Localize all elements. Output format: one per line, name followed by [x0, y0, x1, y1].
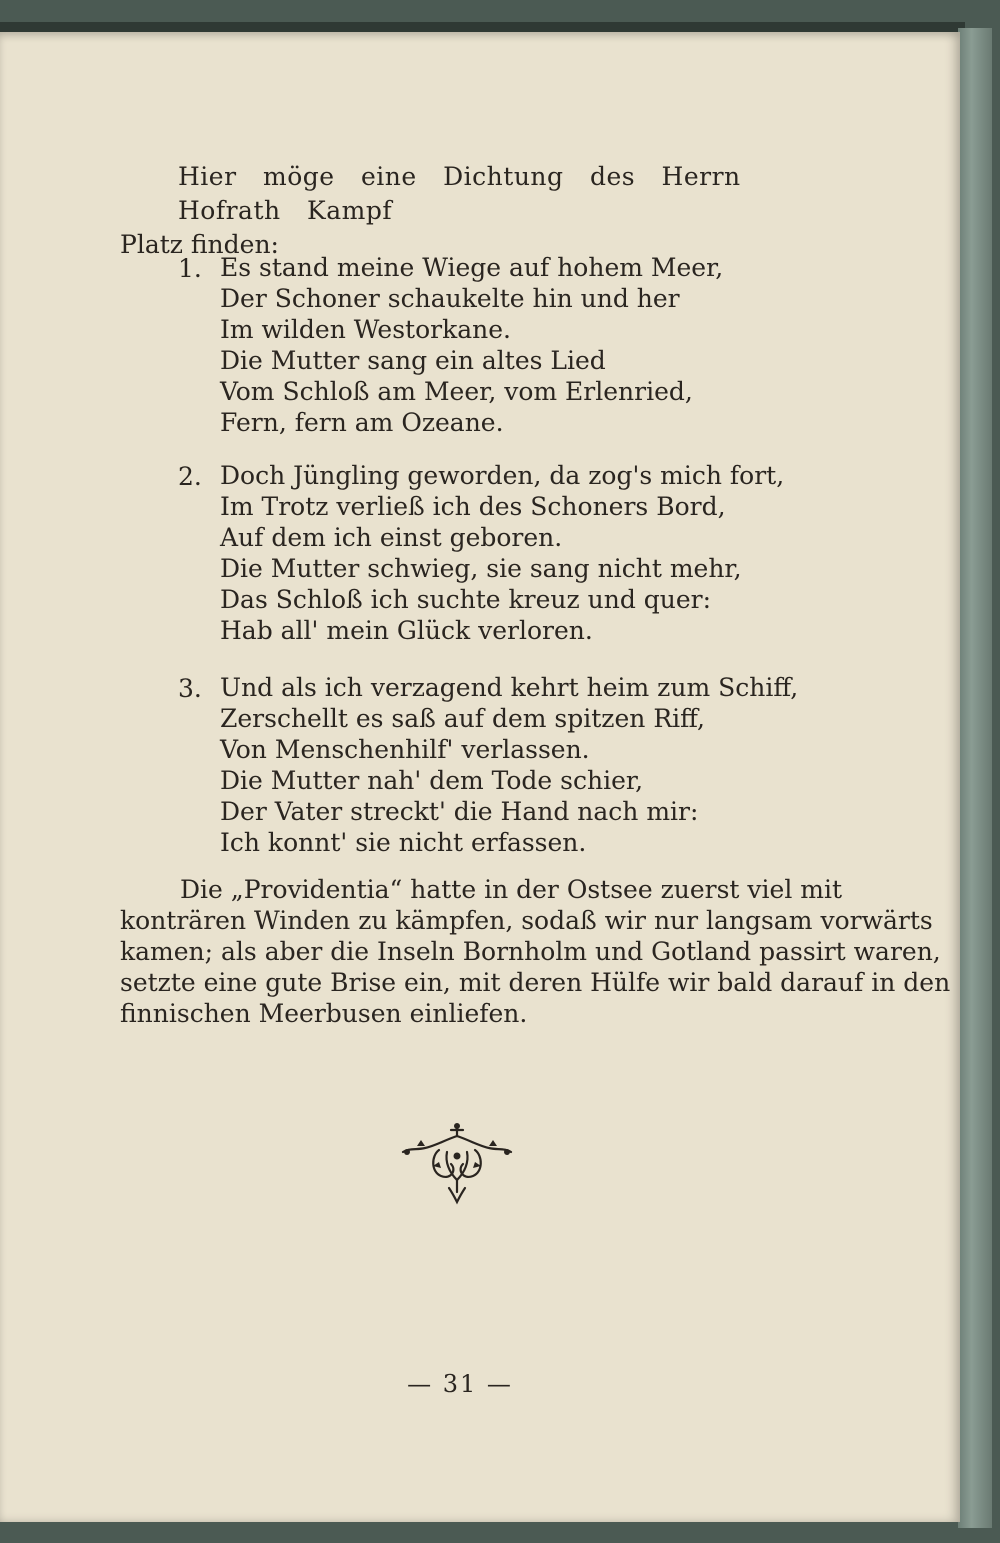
intro-paragraph: [120, 160, 818, 262]
poem-stanza-3: [178, 672, 799, 858]
verse-line: Im wilden Westorkane.: [220, 315, 511, 344]
poem-stanza-1: [178, 252, 724, 438]
intro-line-2: Platz finden:: [120, 230, 279, 259]
stanza-number: 3.: [178, 674, 202, 703]
prose-line: finnischen Meerbusen einliefen.: [120, 999, 528, 1028]
book-cover-edge: [958, 28, 992, 1528]
verse-line: Der Vater streckt' die Hand nach mir:: [220, 797, 699, 826]
verse-line: Von Menschenhilf' verlassen.: [220, 735, 590, 764]
verse-line: Fern, fern am Ozeane.: [220, 408, 504, 437]
prose-line: setzte eine gute Brise ein, mit deren Hülfe wir bald darauf in den: [120, 968, 951, 997]
prose-line: konträren Winden zu kämpfen, sodaß wir nur langsam vorwärts: [120, 906, 933, 935]
verse-line: Vom Schloß am Meer, vom Erlenried,: [220, 377, 693, 406]
page-number: — 31 —: [407, 1370, 513, 1398]
prose-paragraph: [120, 874, 951, 1029]
prose-line: kamen; als aber die Inseln Bornholm und Gotland passirt waren,: [120, 937, 941, 966]
verse-line: Zerschellt es saß auf dem spitzen Riff,: [220, 704, 705, 733]
verse-line: Hab all' mein Glück verloren.: [220, 616, 593, 645]
floral-vignette-icon: [395, 1122, 519, 1206]
stanza-number: 1.: [178, 254, 202, 283]
verse-line: Auf dem ich einst geboren.: [220, 523, 563, 552]
poem-stanza-2: [178, 460, 785, 646]
verse-line: Im Trotz verließ ich des Schoners Bord,: [220, 492, 726, 521]
verse-line: Das Schloß ich suchte kreuz und quer:: [220, 585, 712, 614]
verse-line: Die Mutter schwieg, sie sang nicht mehr,: [220, 554, 742, 583]
verse-line: Die Mutter sang ein altes Lied: [220, 346, 606, 375]
verse-line: Der Schoner schaukelte hin und her: [220, 284, 680, 313]
stanza-number: 2.: [178, 462, 202, 491]
intro-line-1: Hier möge eine Dichtung des Herrn Hofrath Kampf: [178, 162, 741, 225]
prose-line: Die „Providentia“ hatte in der Ostsee zuerst viel mit: [180, 875, 843, 904]
verse-line: Doch Jüngling geworden, da zog's mich fort,: [220, 461, 785, 490]
verse-line: Und als ich verzagend kehrt heim zum Schiff,: [220, 673, 799, 702]
verse-line: Ich konnt' sie nicht erfassen.: [220, 828, 587, 857]
verse-line: Die Mutter nah' dem Tode schier,: [220, 766, 644, 795]
verse-line: Es stand meine Wiege auf hohem Meer,: [220, 253, 724, 282]
